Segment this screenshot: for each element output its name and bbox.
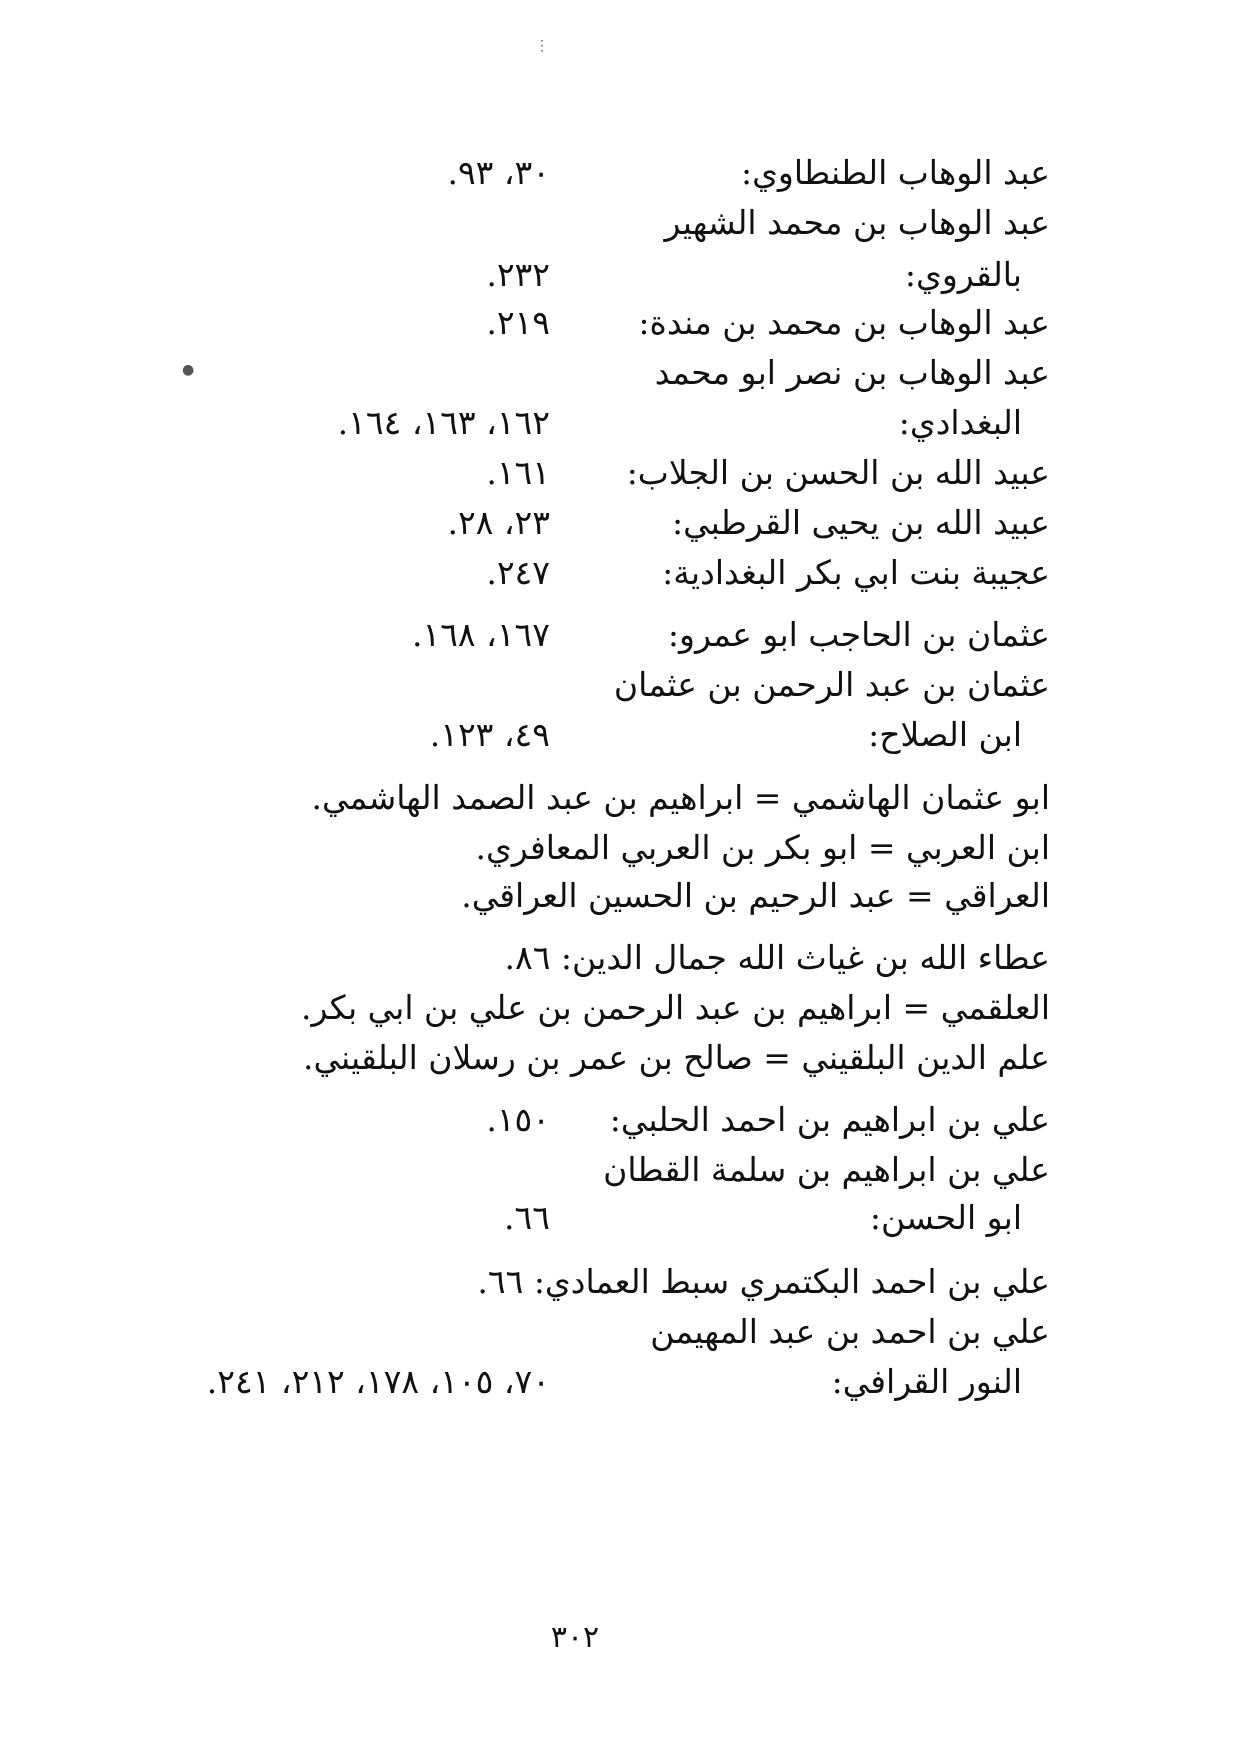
entry-name: عبد الوهاب بن محمد الشهير (664, 203, 1050, 242)
entry-pages: ١٦١. (486, 453, 550, 492)
cross-reference: ابو عثمان الهاشمي = ابراهيم بن عبد الصمد الهاشمي. (311, 778, 1050, 817)
entry-continuation: ابن الصلاح: (868, 715, 1022, 754)
entry-continuation: ابو الحسن: (869, 1198, 1022, 1237)
cross-reference: العلقمي = ابراهيم بن عبد الرحمن بن علي بن ابي بكر. (301, 988, 1050, 1027)
entry-pages: ٢٤٧. (486, 553, 550, 592)
entry-name: عثمان بن عبد الرحمن بن عثمان (613, 665, 1050, 704)
entry-name: عبيد الله بن يحيى القرطبي: (672, 503, 1050, 542)
entry-name: عبد الوهاب بن نصر ابو محمد (654, 353, 1050, 392)
entry-pages: ٤٩، ١٢٣. (429, 715, 550, 754)
entry-pages: ١٦٧، ١٦٨. (411, 615, 550, 654)
entry-name: عبيد الله بن الحسن بن الجلاب: (626, 453, 1050, 492)
entry-name: عثمان بن الحاجب ابو عمرو: (667, 615, 1050, 654)
entry-name: علي بن احمد بن عبد المهيمن (650, 1312, 1050, 1351)
entry-inline: عطاء الله بن غياث الله جمال الدين: ٨٦. (504, 938, 1050, 977)
entry-name: عبد الوهاب الطنطاوي: (740, 153, 1050, 192)
entry-continuation: النور القرافي: (831, 1362, 1022, 1401)
entry-inline: علي بن احمد البكتمري سبط العمادي: ٦٦. (477, 1262, 1050, 1301)
scan-speck: ⋮ (535, 38, 549, 54)
entry-name: علي بن ابراهيم بن احمد الحلبي: (609, 1100, 1050, 1139)
entry-pages: ٦٦. (504, 1198, 550, 1237)
entry-pages: ١٥٠. (486, 1100, 550, 1139)
entry-pages: ٣٠، ٩٣. (447, 153, 550, 192)
cross-reference: علم الدين البلقيني = صالح بن عمر بن رسلان البلقيني. (303, 1038, 1050, 1077)
cross-reference: العراقي = عبد الرحيم بن الحسين العراقي. (461, 876, 1050, 915)
entry-pages: ٢٣، ٢٨. (447, 503, 550, 542)
scan-speck: ● (182, 362, 195, 378)
entry-pages: ٢٣٢. (486, 255, 550, 294)
entry-continuation: البغدادي: (898, 403, 1022, 442)
entry-name: علي بن ابراهيم بن سلمة القطان (603, 1150, 1050, 1189)
entry-name: عبد الوهاب بن محمد بن مندة: (638, 303, 1050, 342)
entry-pages: ١٦٢، ١٦٣، ١٦٤. (337, 403, 550, 442)
page-number: ٣٠٢ (550, 1620, 600, 1655)
entry-pages: ٢١٩. (486, 303, 550, 342)
entry-continuation: بالقروي: (904, 255, 1022, 294)
entry-name: عجيبة بنت ابي بكر البغدادية: (662, 553, 1050, 592)
cross-reference: ابن العربي = ابو بكر بن العربي المعافري. (475, 828, 1050, 867)
entry-pages: ٧٠، ١٠٥، ١٧٨، ٢١٢، ٢٤١. (206, 1362, 550, 1401)
